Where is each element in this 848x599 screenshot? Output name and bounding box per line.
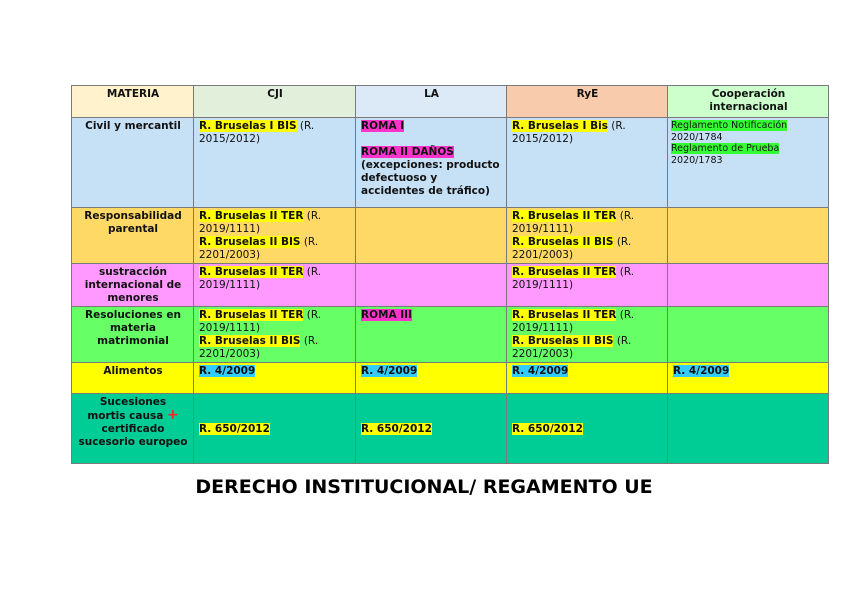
cell-alim-coop — [668, 363, 829, 394]
materia-responsabilidad: Responsabilidad parental — [72, 208, 194, 264]
cell-resp-rye — [507, 208, 668, 264]
ref-bruselas-ii-ter: R. Bruselas II TER — [512, 210, 617, 222]
ref-bruselas-ii-bis: R. Bruselas II BIS — [199, 335, 301, 347]
header-cooperacion — [668, 86, 829, 118]
materia-civil: Civil y mercantil — [72, 118, 194, 208]
ref-bruselas-ii-bis: R. Bruselas II BIS — [199, 236, 301, 248]
header-cji: CJI — [194, 86, 356, 118]
ref-year: (R. 2019/1111) — [512, 309, 635, 334]
materia-sustraccion: sustracción internacional de menores — [72, 264, 194, 307]
cell-suce-la — [356, 394, 507, 464]
ref-r-4-2009: R. 4/2009 — [673, 365, 730, 377]
table-row-alimentos — [72, 363, 829, 394]
cell-sust-cji — [194, 264, 356, 307]
ref-r-650-2012: R. 650/2012 — [512, 422, 583, 435]
ref-bruselas-i-bis-rye: R. Bruselas I Bis — [512, 120, 608, 132]
cell-alim-cji — [194, 363, 356, 394]
cell-resp-coop — [668, 208, 829, 264]
materia-sucesiones-line3: certificado sucesorio europeo — [78, 423, 188, 448]
ref-bruselas-ii-bis: R. Bruselas II BIS — [512, 236, 614, 248]
materia-sucesiones-line1: Sucesiones — [99, 396, 167, 408]
cell-resp-cji — [194, 208, 356, 264]
header-row — [72, 86, 829, 118]
cell-alim-rye — [507, 363, 668, 394]
cell-suce-cji — [194, 394, 356, 464]
plus-icon: + — [166, 407, 179, 423]
cell-civil-cji — [194, 118, 356, 208]
table-row-sustraccion — [72, 264, 829, 307]
ref-year: 2020/1783 — [671, 154, 723, 166]
table-row-resoluciones — [72, 307, 829, 363]
cell-sust-rye — [507, 264, 668, 307]
cell-sust-la — [356, 264, 507, 307]
regulations-table — [71, 85, 829, 464]
ref-year: (R. 2015/2012) — [199, 120, 315, 145]
header-rye: RyE — [507, 86, 668, 118]
page-title: DERECHO INSTITUCIONAL/ REGAMENTO UE — [195, 476, 653, 498]
ref-bruselas-i-bis: R. Bruselas I BIS — [199, 120, 297, 132]
ref-roma-ii: ROMA II DAÑOS — [361, 146, 454, 158]
ref-reglamento-notificacion: Reglamento Notificación — [671, 120, 788, 131]
ref-r-650-2012: R. 650/2012 — [199, 422, 270, 435]
ref-bruselas-ii-ter: R. Bruselas II TER — [512, 309, 617, 321]
ref-r-4-2009: R. 4/2009 — [512, 365, 569, 377]
cell-reso-rye — [507, 307, 668, 363]
cell-civil-coop — [668, 118, 829, 208]
cell-civil-la — [356, 118, 507, 208]
header-coop-line2: internacional — [709, 101, 788, 113]
cell-reso-coop — [668, 307, 829, 363]
roma-ii-note: (excepciones: producto defectuoso y accidentes de tráfico) — [361, 159, 500, 197]
ref-r-4-2009: R. 4/2009 — [199, 365, 256, 377]
materia-alimentos: Alimentos — [72, 363, 194, 394]
header-la: LA — [356, 86, 507, 118]
table-row-sucesiones — [72, 394, 829, 464]
cell-suce-rye — [507, 394, 668, 464]
ref-year: (R. 2201/2003) — [199, 335, 319, 360]
ref-year: (R. 2201/2003) — [512, 236, 632, 261]
ref-bruselas-ii-ter: R. Bruselas II TER — [199, 266, 304, 278]
ref-bruselas-ii-ter: R. Bruselas II TER — [512, 266, 617, 278]
materia-resoluciones: Resoluciones en materia matrimonial — [72, 307, 194, 363]
ref-year: (R. 2019/1111) — [199, 266, 322, 291]
ref-year: (R. 2019/1111) — [199, 210, 322, 235]
cell-sust-coop — [668, 264, 829, 307]
ref-r-650-2012: R. 650/2012 — [361, 422, 432, 435]
ref-bruselas-ii-ter: R. Bruselas II TER — [199, 210, 304, 222]
cell-civil-rye — [507, 118, 668, 208]
ref-r-4-2009: R. 4/2009 — [361, 365, 418, 377]
ref-reglamento-prueba: Reglamento de Prueba — [671, 143, 780, 154]
ref-year: (R. 2019/1111) — [512, 210, 635, 235]
header-coop-line1: Cooperación — [711, 88, 786, 100]
ref-year: (R. 2015/2012) — [512, 120, 626, 145]
materia-sucesiones — [72, 394, 194, 464]
cell-reso-cji — [194, 307, 356, 363]
cell-reso-la — [356, 307, 507, 363]
header-materia: MATERIA — [72, 86, 194, 118]
table-row-responsabilidad — [72, 208, 829, 264]
ref-bruselas-ii-ter: R. Bruselas II TER — [199, 309, 304, 321]
ref-roma-i: ROMA I — [361, 120, 405, 132]
table-row-civil — [72, 118, 829, 208]
cell-resp-la — [356, 208, 507, 264]
ref-year: (R. 2201/2003) — [199, 236, 319, 261]
cell-alim-la — [356, 363, 507, 394]
cell-suce-coop — [668, 394, 829, 464]
ref-year: (R. 2019/1111) — [512, 266, 635, 291]
ref-year: (R. 2201/2003) — [512, 335, 632, 360]
materia-sucesiones-line2: mortis causa — [87, 410, 164, 422]
ref-roma-iii: ROMA III — [361, 309, 412, 321]
ref-year: (R. 2019/1111) — [199, 309, 322, 334]
ref-bruselas-ii-bis: R. Bruselas II BIS — [512, 335, 614, 347]
ref-year: 2020/1784 — [671, 131, 723, 143]
